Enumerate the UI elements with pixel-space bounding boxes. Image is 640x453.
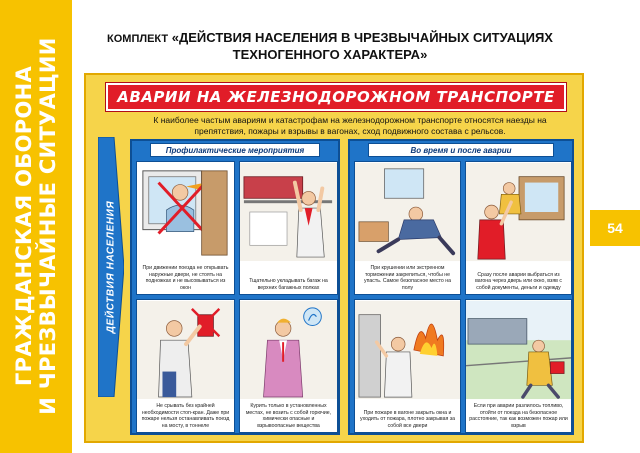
luggage-rack-illustration <box>240 162 337 262</box>
illustration-cell <box>354 161 461 295</box>
page-header <box>80 30 580 63</box>
illustration-cell <box>239 299 338 433</box>
caption: Не срывать без крайней необходимости стоп-кран. Даже при пожаре нельзя останавливать поезд на мосту, в тоннеле <box>141 403 230 429</box>
caption: При пожаре в вагоне закрыть окна и уходить от пожара, плотно закрывая за собой все двери <box>359 409 456 429</box>
caption: Курить только в установленных местах, не возить с собой горючие, химически опасные и взрывоопасные вещества <box>245 403 332 429</box>
illustration-cell <box>354 299 461 433</box>
header-prefix: КОМПЛЕКТ <box>107 33 169 45</box>
poster-intro: К наиболее частым авариям и катастрофам на железнодорожном транспорте относятся наезды на препятствия, пожары и взрывы в вагонах, сход подвижного состава с рельсов. <box>153 115 547 136</box>
side-spine <box>0 0 72 453</box>
page-number-badge: 54 <box>590 210 640 246</box>
spine-line-1: ГРАЖДАНСКАЯ ОБОРОНА <box>12 65 36 387</box>
caption: При крушении или экстренном торможении закрепиться, чтобы не упасть. Самое безопасное место на полу <box>363 265 451 291</box>
exit-car-illustration <box>466 162 571 262</box>
spine-line-2: И ЧРЕЗВЫЧАЙНЫЕ СИТУАЦИИ <box>36 37 60 415</box>
caption: Тщательно укладывать багаж на верхних багажных полках <box>249 278 328 291</box>
emergency-braking-illustration <box>355 162 460 262</box>
fuel-spill-illustration <box>466 300 571 400</box>
illustration-cell <box>465 299 572 433</box>
illustration-cell <box>239 161 338 295</box>
illustration-cell <box>136 299 235 433</box>
panel-prevention <box>130 139 340 435</box>
fire-in-car-illustration <box>355 300 460 400</box>
illustration-cell <box>465 161 572 295</box>
header-title-line-2: ТЕХНОГЕННОГО ХАРАКТЕРА» <box>232 47 428 62</box>
panel-heading-during-after: Во время и после аварии <box>368 143 554 157</box>
spine-title <box>12 16 60 436</box>
caption: При движении поезда не открывать наружные двери, не стоять на подножках и не высовываться из окон <box>142 265 229 291</box>
panel-heading-prevention: Профилактические мероприятия <box>150 143 320 157</box>
smoking-rules-illustration <box>240 300 337 400</box>
caption: Если при аварии разлилось топливо, отойти от поезда на безопасное расстояние, так как возможен пожар или взрыв <box>469 403 568 429</box>
poster-title: АВАРИИ НА ЖЕЛЕЗНОДОРОЖНОМ ТРАНСПОРТЕ <box>106 83 566 111</box>
stop-crane-illustration <box>137 300 234 400</box>
side-label: ДЕЙСТВИЯ НАСЕЛЕНИЯ <box>105 200 117 334</box>
illustration-cell <box>136 161 235 295</box>
caption: Сразу после аварии выбраться из вагона через дверь или окно, взяв с собой документы, деньги и одежду <box>475 271 562 291</box>
poster <box>84 73 584 443</box>
header-title-line-1: «ДЕЙСТВИЯ НАСЕЛЕНИЯ В ЧРЕЗВЫЧАЙНЫХ СИТУАЦИЯХ <box>171 30 553 45</box>
window-lean-illustration <box>137 162 234 262</box>
panel-during-after <box>348 139 574 435</box>
